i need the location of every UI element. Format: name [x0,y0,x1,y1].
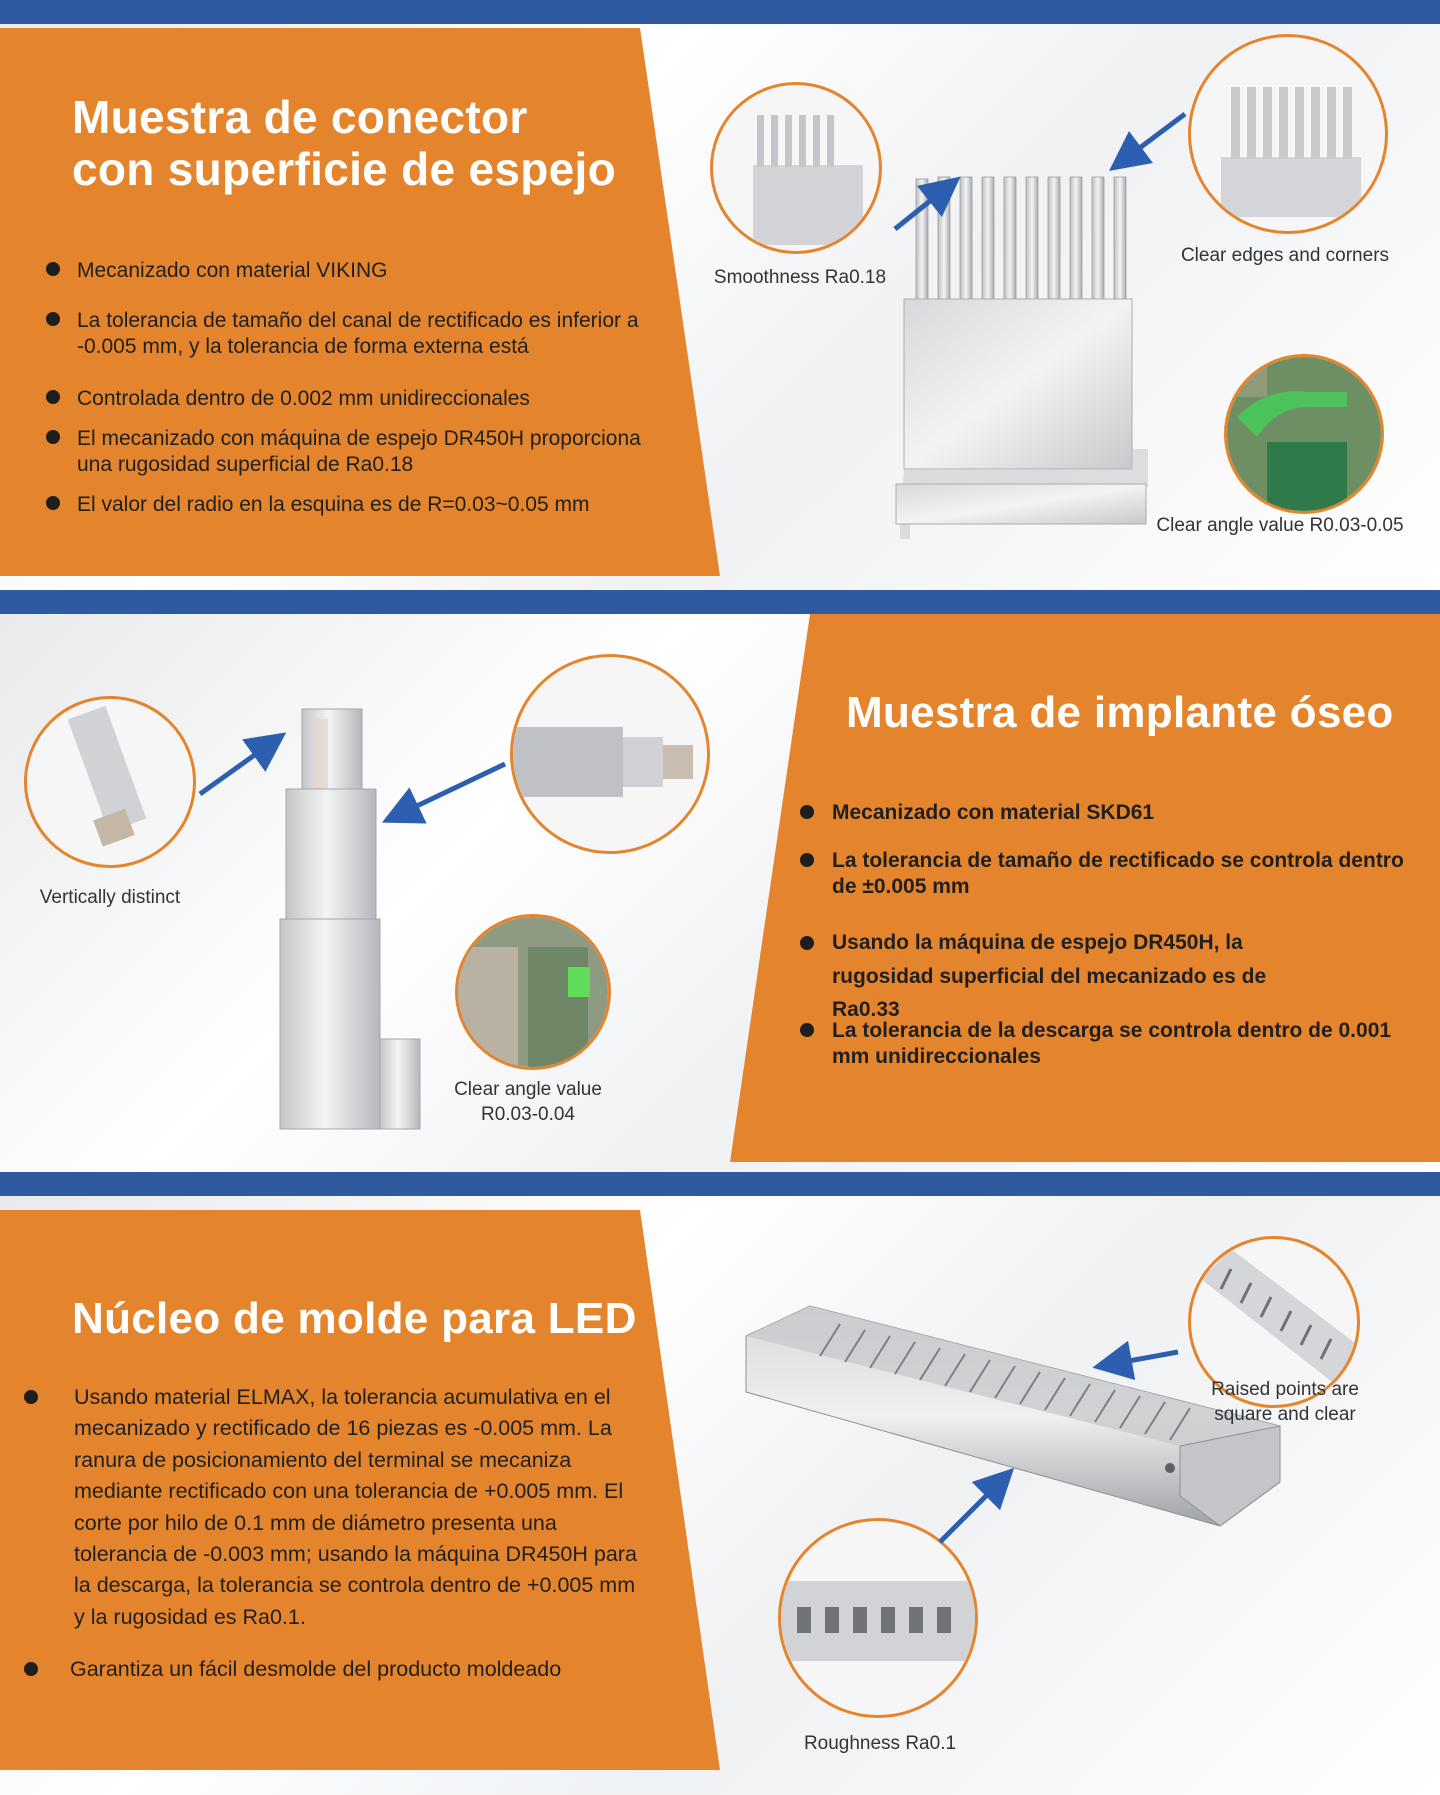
caption-roughness: Roughness Ra0.1 [803,1733,957,1754]
section1-bullet: Mecanizado con material VIKING [46,258,666,284]
caption-vertically-distinct: Vertically distinct [39,887,181,908]
section1-title-line1: Muestra de conector [72,91,528,143]
caption-clear-edges: Clear edges and corners [1180,245,1390,266]
caption-smoothness: Smoothness Ra0.18 [713,267,887,288]
section2-bullet: Usando la máquina de espejo DR450H, la rugosidad superficial del mecanizado es de Ra0.33 [800,926,1320,1027]
section3-bullet: Garantiza un fácil desmolde del producto moldeado [22,1654,662,1685]
section1-title-line2: con superficie de espejo [72,142,617,195]
section1-bullet: Controlada dentro de 0.002 mm unidireccionales [46,386,666,412]
bottom-divider-bar [0,1172,1440,1196]
section3-bullet: Usando material ELMAX, la tolerancia acumulativa en el mecanizado y rectificado de 16 piezas es -0.005 mm. La ranura de posicionamiento del terminal se mecaniza mediante rectificado con una tolerancia de +0.005 mm. El corte por hilo de 0.1 mm de diámetro presenta una tolerancia de -0.003 mm; usando la máquina DR450H para la descarga, la tolerancia se controla dentro de +0.005 mm y la rugosidad es Ra0.1. [22,1382,642,1633]
section1-bullet: El mecanizado con máquina de espejo DR450H proporciona una rugosidad superficial de Ra0.18 [46,426,666,477]
caption-clear-angle-value: Clear angle value R0.03-0.05 [1156,515,1404,536]
arrow-icon [0,24,1440,590]
middle-divider-bar [0,590,1440,614]
section3-title-line1: Núcleo de molde para LED [72,1294,637,1343]
caption-raised-points: Raised points are square and clear [1211,1379,1359,1425]
section2-bullet: Mecanizado con material SKD61 [800,800,1412,826]
section2-bullet: La tolerancia de tamaño de rectificado se controla dentro de ±0.005 mm [800,848,1412,899]
arrow-icon [0,614,1440,1172]
caption-clear-angle-value-2: Clear angle value R0.03-0.04 [454,1079,602,1125]
section2-bullet: La tolerancia de la descarga se controla dentro de 0.001 mm unidireccionales [800,1018,1412,1069]
section-bone-implant-sample [0,614,1440,1172]
arrow-icon [0,1196,1440,1795]
top-divider-bar [0,0,1440,24]
section1-bullet: La tolerancia de tamaño del canal de rectificado es inferior a -0.005 mm, y la tolerancia de forma externa está [46,308,666,359]
section-led-mold-core [0,1196,1440,1795]
section-connector-sample [0,24,1440,590]
section2-title-line1: Muestra de implante óseo [846,688,1394,737]
section1-bullet: El valor del radio en la esquina es de R=0.03~0.05 mm [46,492,666,518]
